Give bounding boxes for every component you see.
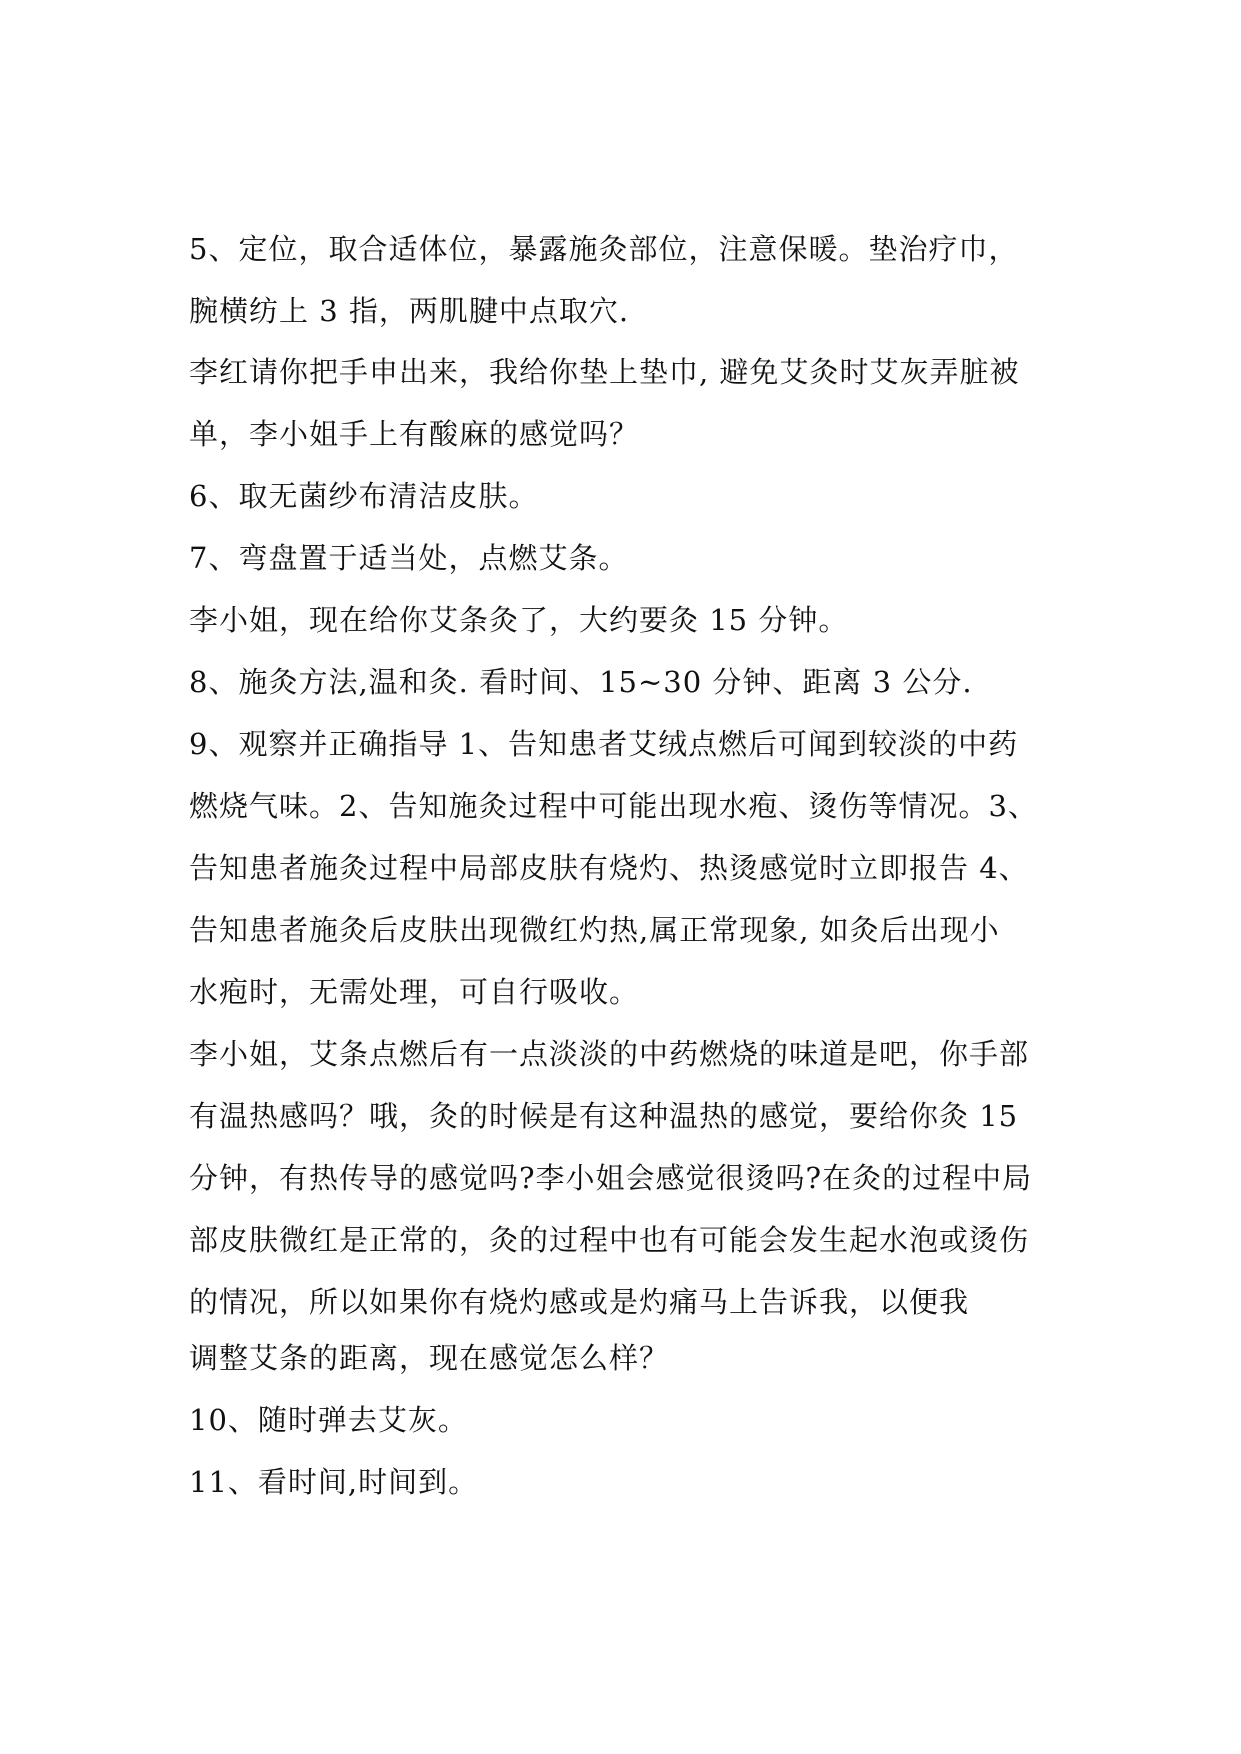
dialogue-3-line-1: 李小姐，艾条点燃后有一点淡淡的中药燃烧的味道是吧，你手部 [189, 1037, 1030, 1071]
step-5-line-1: 5、定位，取合适体位，暴露施灸部位，注意保暖。垫治疗巾， [189, 232, 1019, 266]
dialogue-1-line-2: 单，李小姐手上有酸麻的感觉吗？ [189, 417, 640, 451]
step-6-line: 6、取无菌纱布清洁皮肤。 [189, 479, 539, 513]
step-9-line-2: 燃烧气味。2、告知施灸过程中可能出现水疱、烫伤等情况。3、 [189, 789, 1038, 823]
dialogue-3-line-6: 调整艾条的距离，现在感觉怎么样？ [189, 1341, 670, 1375]
step-9-line-3: 告知患者施灸过程中局部皮肤有烧灼、热烫感觉时立即报告 4、 [189, 851, 1029, 885]
step-7-line: 7、弯盘置于适当处，点燃艾条。 [189, 541, 629, 575]
dialogue-3-line-4: 部皮肤微红是正常的，灸的过程中也有可能会发生起水泡或烫伤 [189, 1223, 1030, 1257]
step-10-line: 10、随时弹去艾灰。 [189, 1403, 468, 1437]
step-9-line-4: 告知患者施灸后皮肤出现微红灼热,属正常现象, 如灸后出现小 [189, 913, 1000, 947]
dialogue-3-line-3: 分钟，有热传导的感觉吗?李小姐会感觉很烫吗?在灸的过程中局 [189, 1161, 1033, 1195]
dialogue-2-line: 李小姐，现在给你艾条灸了，大约要灸 15 分钟。 [189, 603, 849, 637]
step-9-line-5: 水疱时，无需处理，可自行吸收。 [189, 975, 640, 1009]
step-5-line-2: 腕横纺上 3 指，两肌腱中点取穴. [189, 294, 630, 328]
step-11-line: 11、看时间,时间到。 [189, 1465, 479, 1499]
step-8-line: 8、施灸方法,温和灸. 看时间、15~30 分钟、距离 3 公分. [189, 665, 973, 699]
step-9-line-1: 9、观察并正确指导 1、告知患者艾绒点燃后可闻到较淡的中药 [189, 727, 1019, 761]
dialogue-3-line-2: 有温热感吗？哦，灸的时候是有这种温热的感觉，要给你灸 15 [189, 1099, 1019, 1133]
dialogue-1-line-1: 李红请你把手申出来，我给你垫上垫巾, 避免艾灸时艾灰弄脏被 [189, 355, 1020, 389]
dialogue-3-line-5: 的情况，所以如果你有烧灼感或是灼痛马上告诉我，以便我 [189, 1285, 970, 1319]
